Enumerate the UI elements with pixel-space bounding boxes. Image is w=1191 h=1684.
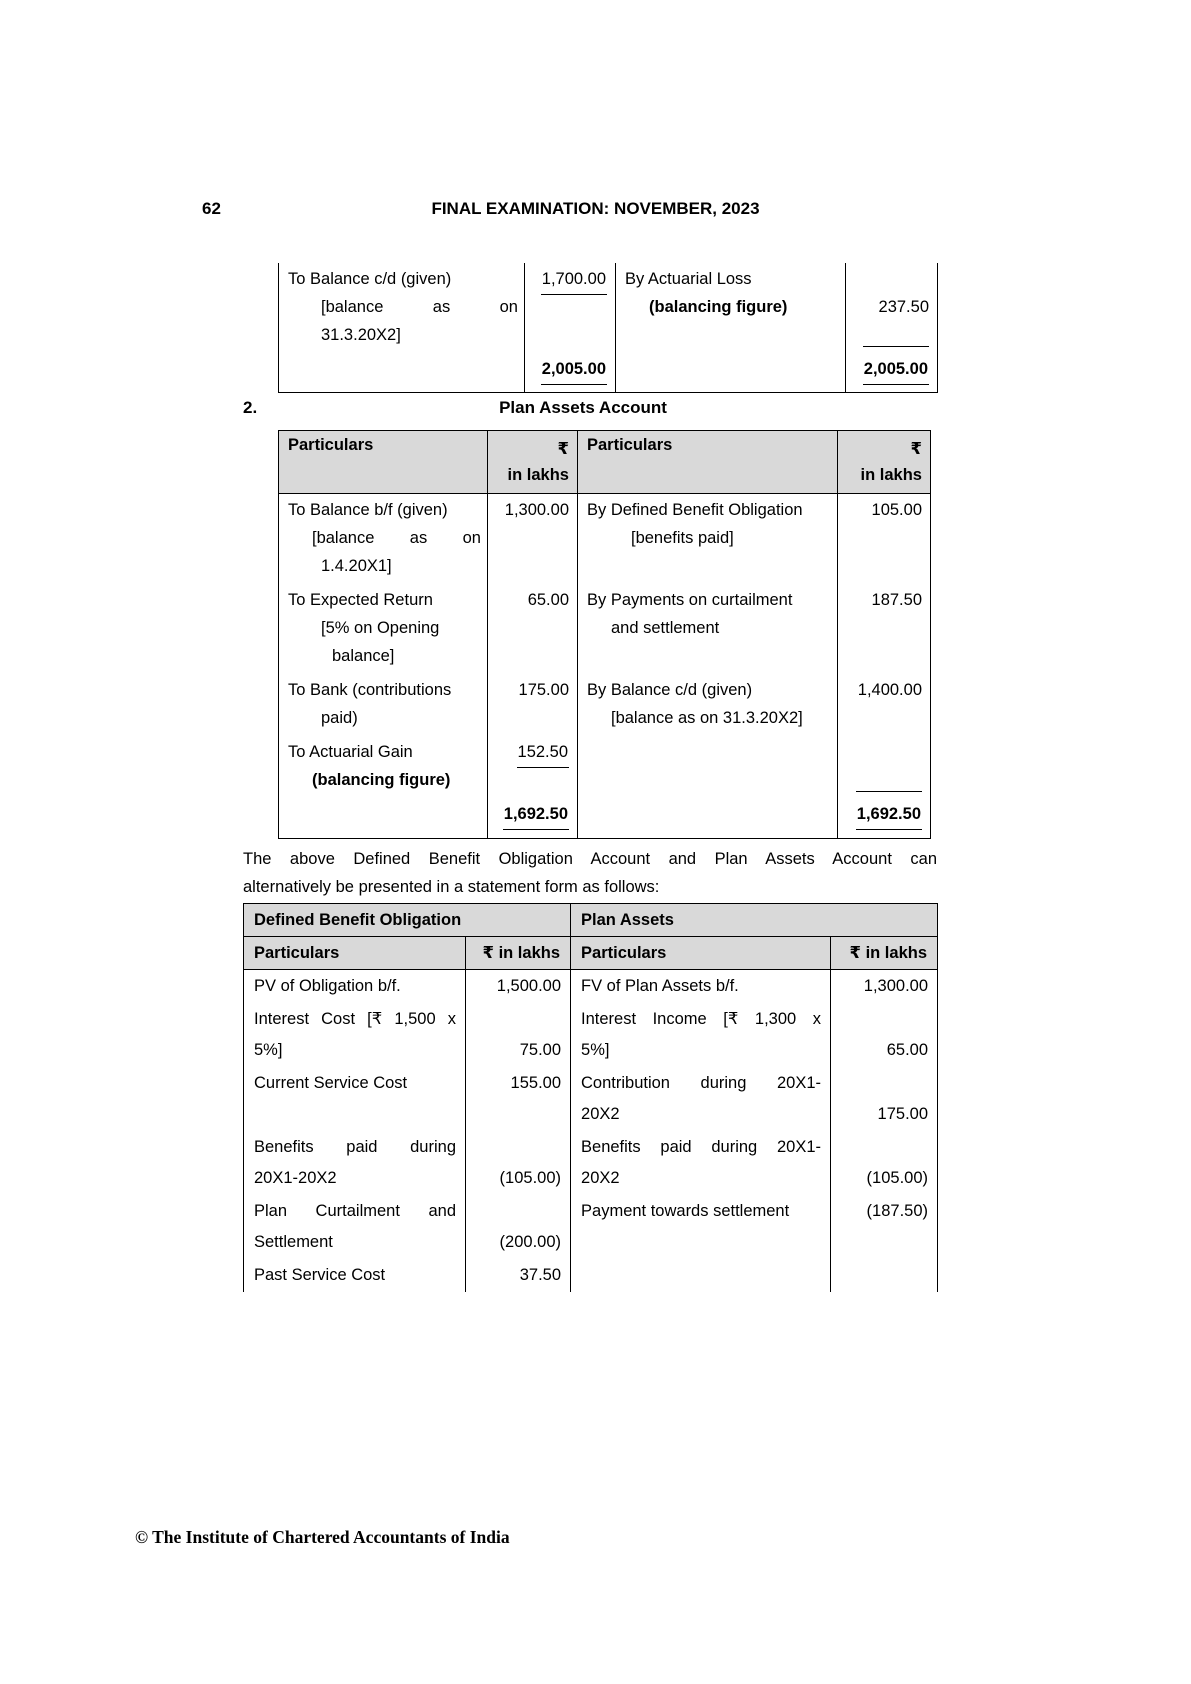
header-particulars-right: Particulars xyxy=(571,937,831,970)
amount-value: 37.50 xyxy=(519,1266,562,1284)
right-label-cell xyxy=(571,1003,831,1067)
debit-particulars-cell xyxy=(279,674,488,736)
ledger-line: To Balance b/f (given) xyxy=(288,501,448,519)
total-value: 1,692.50 xyxy=(503,800,569,830)
header-particulars-left: Particulars xyxy=(244,937,466,970)
statement-row xyxy=(244,1131,938,1195)
total-value: 1,692.50 xyxy=(856,800,922,830)
amount-value: 237.50 xyxy=(878,298,929,316)
statement-line: 20X2 xyxy=(581,1169,620,1187)
credit-particulars-cell xyxy=(578,494,838,585)
credit-particulars-cell xyxy=(578,736,838,798)
ledger-line: [balance as on xyxy=(321,298,518,316)
header-particulars-credit: Particulars xyxy=(578,431,838,494)
statement-line: PV of Obligation b/f. xyxy=(254,977,401,995)
total-rule-line xyxy=(856,791,922,792)
total-value: 2,005.00 xyxy=(863,355,929,385)
statement-row xyxy=(244,1067,938,1131)
ledger-line: [balance as on 31.3.20X2] xyxy=(611,709,803,727)
statement-intro-paragraph xyxy=(243,845,937,901)
ledger-line: (balancing figure) xyxy=(312,771,451,789)
ledger-line: 1.4.20X1] xyxy=(321,557,392,575)
right-amount-cell xyxy=(831,1259,938,1292)
amount-value: 152.50 xyxy=(517,738,569,768)
header-amount-credit xyxy=(838,431,931,494)
credit-amount-cell xyxy=(838,674,931,736)
ledger-row xyxy=(279,494,931,585)
ledger-line: and settlement xyxy=(611,619,720,637)
plan-assets-account-table xyxy=(278,430,931,839)
currency-symbol: ₹ xyxy=(557,440,569,458)
amount-value: 1,300.00 xyxy=(863,977,929,995)
credit-amount-cell xyxy=(838,494,931,585)
header-amount-left: ₹ in lakhs xyxy=(466,937,571,970)
credit-particulars-cell xyxy=(578,584,838,674)
ledger-line: By Balance c/d (given) xyxy=(587,681,753,699)
debit-particulars-cell xyxy=(279,736,488,798)
statement-row xyxy=(244,970,938,1004)
credit-particulars-cell xyxy=(578,674,838,736)
statement-row xyxy=(244,1003,938,1067)
paragraph-line: alternatively be presented in a statement form as follows: xyxy=(243,878,660,896)
statement-line: Settlement xyxy=(254,1233,333,1251)
page-header-title: FINAL EXAMINATION: NOVEMBER, 2023 xyxy=(431,199,760,218)
section-title: Plan Assets Account xyxy=(499,398,667,417)
amount-value: (105.00) xyxy=(499,1169,562,1187)
statement-line: Contribution during 20X1- xyxy=(581,1074,822,1092)
debit-particulars-cell xyxy=(279,584,488,674)
ledger-line: [benefits paid] xyxy=(631,529,734,547)
right-label-cell xyxy=(571,1195,831,1259)
group-header-row xyxy=(244,904,938,937)
amount-value: 1,400.00 xyxy=(857,681,922,699)
amount-value: 105.00 xyxy=(871,501,922,519)
left-amount-cell xyxy=(466,1259,571,1292)
left-label-cell xyxy=(244,1195,466,1259)
dbo-debit-amount-cell xyxy=(525,263,616,353)
left-label-cell xyxy=(244,1003,466,1067)
right-label-cell xyxy=(571,1131,831,1195)
ledger-row xyxy=(279,736,931,798)
currency-symbol: ₹ xyxy=(910,440,922,458)
right-label-cell xyxy=(571,1259,831,1292)
statement-table xyxy=(243,903,938,1292)
ledger-line: To Balance c/d (given) xyxy=(288,270,452,288)
group-header-plan-assets: Plan Assets xyxy=(571,904,938,937)
dbo-credit-particulars-cell xyxy=(616,263,846,353)
unit-label: in lakhs xyxy=(507,466,569,484)
header-amount-debit xyxy=(488,431,578,494)
ledger-line: 31.3.20X2] xyxy=(321,326,401,344)
right-amount-cell xyxy=(831,1195,938,1259)
paragraph-line: The above Defined Benefit Obligation Account and Plan Assets Account can xyxy=(243,850,937,868)
empty-cell xyxy=(279,798,488,839)
ledger-line: (balancing figure) xyxy=(649,298,788,316)
ledger-line: [balance as on xyxy=(312,529,481,547)
debit-total-cell xyxy=(488,798,578,839)
statement-line: 5%] xyxy=(254,1041,283,1059)
credit-amount-cell xyxy=(838,736,931,798)
left-label-cell xyxy=(244,970,466,1004)
ledger-line: paid) xyxy=(321,709,358,727)
credit-total-cell xyxy=(838,798,931,839)
right-amount-cell xyxy=(831,970,938,1004)
statement-row xyxy=(244,1259,938,1292)
left-label-cell xyxy=(244,1067,466,1131)
column-header-row xyxy=(244,937,938,970)
statement-line: Interest Cost [₹ 1,500 x xyxy=(254,1010,456,1028)
total-value: 2,005.00 xyxy=(541,355,607,385)
dbo-credit-amount-cell xyxy=(846,263,938,353)
amount-value: 1,300.00 xyxy=(504,501,569,519)
debit-particulars-cell xyxy=(279,494,488,585)
statement-line: 5%] xyxy=(581,1041,610,1059)
dbo-debit-total-cell xyxy=(525,353,616,393)
statement-line: Interest Income [₹ 1,300 x xyxy=(581,1010,822,1028)
ledger-line: By Payments on curtailment xyxy=(587,591,793,609)
group-header-dbo: Defined Benefit Obligation xyxy=(244,904,571,937)
empty-cell xyxy=(279,353,525,393)
debit-amount-cell xyxy=(488,494,578,585)
statement-line: FV of Plan Assets b/f. xyxy=(581,977,739,995)
statement-row xyxy=(244,1195,938,1259)
right-label-cell xyxy=(571,1067,831,1131)
debit-amount-cell xyxy=(488,736,578,798)
left-amount-cell xyxy=(466,1131,571,1195)
amount-value: 1,700.00 xyxy=(541,265,607,295)
ledger-line: To Bank (contributions xyxy=(288,681,452,699)
ledger-line: By Defined Benefit Obligation xyxy=(587,501,803,519)
statement-line: Benefits paid during 20X1- xyxy=(581,1138,822,1156)
debit-amount-cell xyxy=(488,674,578,736)
amount-value: (187.50) xyxy=(866,1202,929,1220)
amount-value: 155.00 xyxy=(510,1074,562,1092)
amount-value: (200.00) xyxy=(499,1233,562,1251)
ledger-line: To Expected Return xyxy=(288,591,433,609)
ledger-row xyxy=(279,584,931,674)
ledger-row xyxy=(279,263,938,353)
statement-line: Benefits paid during xyxy=(254,1138,456,1156)
section-heading xyxy=(243,398,937,418)
ledger-line: To Actuarial Gain xyxy=(288,743,413,761)
ledger-line: By Actuarial Loss xyxy=(625,270,752,288)
ledger-total-row xyxy=(279,353,938,393)
page-number: 62 xyxy=(202,199,221,218)
amount-value: 187.50 xyxy=(871,591,922,609)
dbo-debit-particulars-cell xyxy=(279,263,525,353)
amount-value: 75.00 xyxy=(519,1041,562,1059)
amount-value: 175.00 xyxy=(877,1105,929,1123)
statement-line: Plan Curtailment and xyxy=(254,1202,456,1220)
ledger-line: balance] xyxy=(332,647,395,665)
amount-value: 1,500.00 xyxy=(496,977,562,995)
footer-copyright: © The Institute of Chartered Accountants of India xyxy=(135,1527,510,1547)
section-number: 2. xyxy=(243,398,258,417)
table-header-row xyxy=(279,431,931,494)
statement-line: Past Service Cost xyxy=(254,1266,386,1284)
empty-cell xyxy=(578,798,838,839)
statement-line: Current Service Cost xyxy=(254,1074,408,1092)
right-amount-cell xyxy=(831,1003,938,1067)
header-amount-right: ₹ in lakhs xyxy=(831,937,938,970)
statement-line: Payment towards settlement xyxy=(581,1202,790,1220)
unit-label: in lakhs xyxy=(860,466,922,484)
left-label-cell xyxy=(244,1259,466,1292)
credit-amount-cell xyxy=(838,584,931,674)
amount-value: 65.00 xyxy=(527,591,569,609)
ledger-total-row xyxy=(279,798,931,839)
amount-value: 65.00 xyxy=(886,1041,929,1059)
ledger-row xyxy=(279,674,931,736)
statement-line: 20X2 xyxy=(581,1105,620,1123)
statement-line: 20X1-20X2 xyxy=(254,1169,337,1187)
left-amount-cell xyxy=(466,1195,571,1259)
left-amount-cell xyxy=(466,1003,571,1067)
right-label-cell xyxy=(571,970,831,1004)
debit-amount-cell xyxy=(488,584,578,674)
total-rule-line xyxy=(863,346,929,347)
amount-value: 175.00 xyxy=(518,681,569,699)
right-amount-cell xyxy=(831,1131,938,1195)
right-amount-cell xyxy=(831,1067,938,1131)
dbo-credit-total-cell xyxy=(846,353,938,393)
left-amount-cell xyxy=(466,1067,571,1131)
ledger-line: [5% on Opening xyxy=(321,619,440,637)
empty-cell xyxy=(616,353,846,393)
left-amount-cell xyxy=(466,970,571,1004)
left-label-cell xyxy=(244,1131,466,1195)
dbo-account-continuation-table xyxy=(278,263,938,393)
header-particulars-debit: Particulars xyxy=(279,431,488,494)
amount-value: (105.00) xyxy=(866,1169,929,1187)
